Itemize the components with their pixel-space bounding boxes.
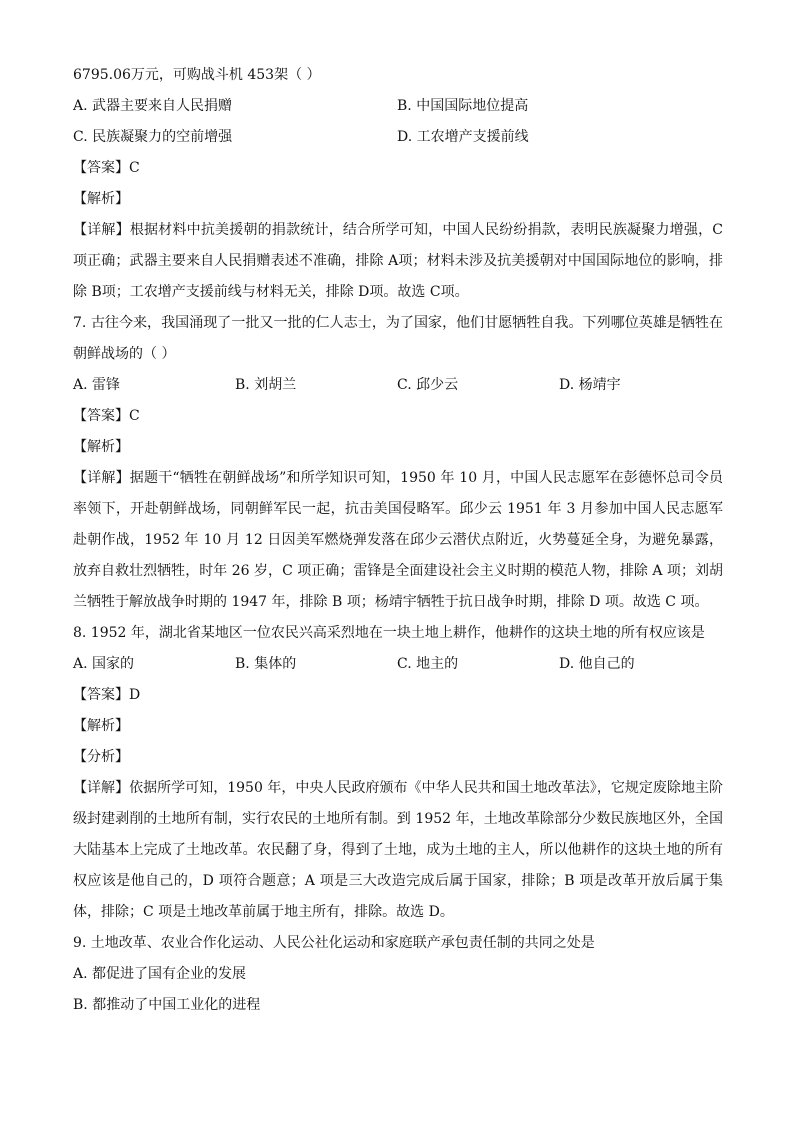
q7-detail: 【详解】据题干“牺牲在朝鲜战场”和所学知识可知，1950 年 10 月，中国人民志愿军在彭德怀总司令员率领下，开赴朝鲜战场，同朝鲜军民一起，抗击美国侵略军。邱少云 1951 年 3 月参加中国人民志愿军赴朝作战，1952 年 10 月 12 日因美军燃烧弹发落在邱少云潜伏点附近，火势蔓延全身，为避免暴露，放弃自救壮烈牺牲，时年 26 岁，C 项正确；雷锋是全面建设社会主义时期的模范人物，排除 A 项；刘胡兰牺牲于解放战争时期的 1947 年，排除 B 项；杨靖宇牺牲于抗日战争时期，排除 D 项。故选 C 项。: [73, 470, 723, 610]
q6-detail: 【详解】根据材料中抗美援朝的捐款统计，结合所学可知，中国人民纷纷捐款，表明民族凝聚力增强，C项正确；武器主要来自人民捐赠表述不准确，排除 A项；材料未涉及抗美援朝对中国国际地位的影响，排除 B项；工农增产支援前线与材料无关，排除 D项。故选 C项。: [73, 222, 723, 300]
q7-option-a: A. 雷锋: [73, 377, 121, 393]
q6-option-c: C. 民族凝聚力的空前增强: [73, 129, 233, 145]
q6-option-a: A. 武器主要来自人民捐赠: [73, 98, 233, 114]
q8-fenxi-heading: 【分析】: [73, 749, 129, 765]
q6-analysis-heading: 【解析】: [73, 191, 129, 207]
q8-answer: 【答案】D: [73, 687, 141, 703]
q8-stem: 8. 1952 年，湖北省某地区一位农民兴高采烈地在一块土地上耕作，他耕作的这块土地的所有权应该是: [73, 625, 705, 641]
q7-option-c: C. 邱少云: [397, 377, 459, 393]
q6-options-row-2: [73, 122, 723, 153]
q6-option-b: B. 中国国际地位提高: [397, 98, 529, 114]
q7-answer: 【答案】C: [73, 408, 140, 424]
q7-analysis-heading: 【解析】: [73, 439, 129, 455]
q6-answer: 【答案】C: [73, 160, 140, 176]
q8-options: [73, 649, 723, 680]
q8-detail: 【详解】依据所学可知，1950 年，中央人民政府颁布《中华人民共和国土地改革法》，它规定废除地主阶级封建剥削的土地所有制，实行农民的土地所有制。到 1952 年，土地改革除部分少数民族地区外，全国大陆基本上完成了土地改革。农民翻了身，得到了土地，成为土地的主人，所以他耕作的这块土地的所有权应该是他自己的，D 项符合题意；A 项是三大改造完成后属于国家，排除；B 项是改革开放后属于集体，排除；C 项是土地改革前属于地主所有，排除。故选 D。: [73, 780, 723, 920]
q9-option-b: B. 都推动了中国工业化的进程: [73, 997, 261, 1013]
q9-stem: 9. 土地改革、农业合作化运动、人民公社化运动和家庭联产承包责任制的共同之处是: [73, 935, 595, 951]
q6-option-d: D. 工农增产支援前线: [397, 129, 529, 145]
q7-option-b: B. 刘胡兰: [235, 377, 297, 393]
q7-options: [73, 370, 723, 401]
q8-option-a: A. 国家的: [73, 656, 135, 672]
q8-option-c: C. 地主的: [397, 656, 459, 672]
q8-option-d: D. 他自己的: [559, 656, 635, 672]
q8-analysis-heading: 【解析】: [73, 718, 129, 734]
document-page: [73, 60, 723, 1021]
q8-option-b: B. 集体的: [235, 656, 297, 672]
q9-option-a: A. 都促进了国有企业的发展: [73, 966, 247, 982]
q7-stem: 7. 古往今来，我国涌现了一批又一批的仁人志士，为了国家，他们甘愿牺牲自我。下列哪位英雄是牺牲在朝鲜战场的（ ）: [73, 315, 723, 362]
q6-stem-tail: 6795.06万元，可购战斗机 453架（ ）: [73, 67, 321, 83]
q6-options-row-1: [73, 91, 723, 122]
q7-option-d: D. 杨靖宇: [559, 377, 621, 393]
